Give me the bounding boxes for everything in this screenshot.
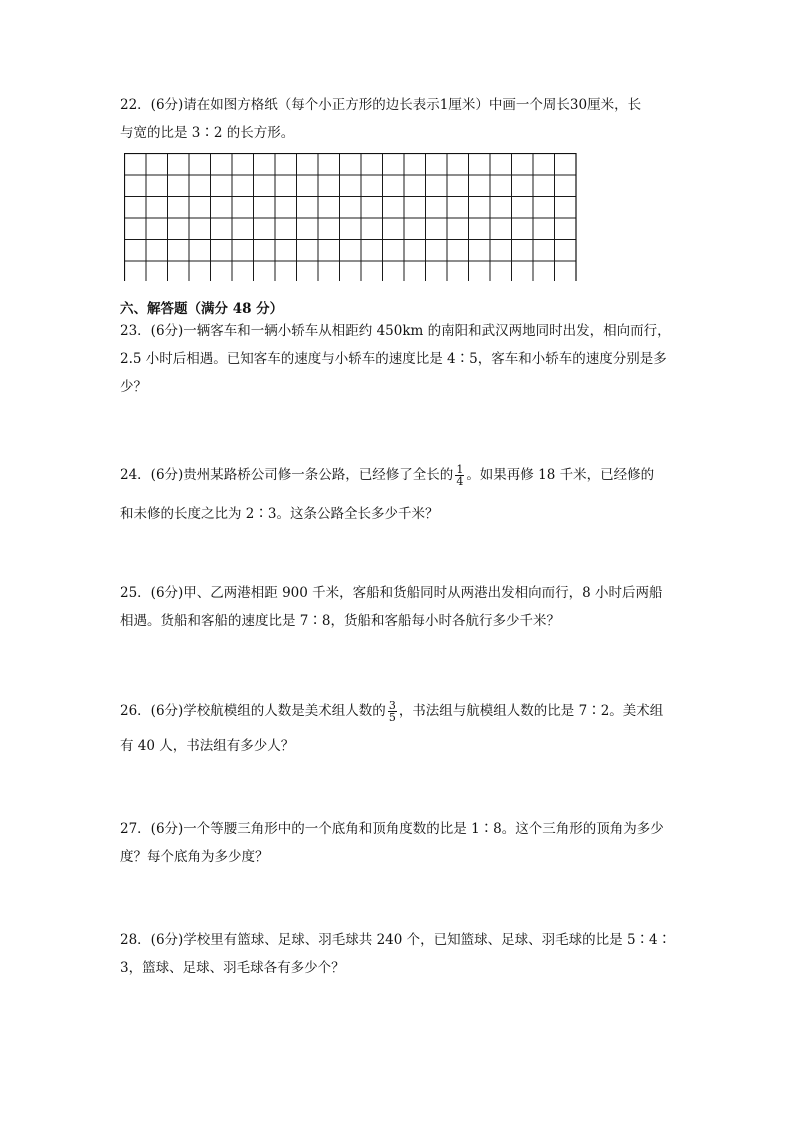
grid-cell[interactable] bbox=[469, 261, 491, 281]
grid-cell[interactable] bbox=[533, 240, 555, 262]
grid-cell[interactable] bbox=[232, 154, 254, 176]
grid-cell[interactable] bbox=[146, 197, 168, 219]
grid-cell[interactable] bbox=[168, 197, 190, 219]
grid-cell[interactable] bbox=[512, 175, 534, 197]
section-title: 六、解答题（满分 48 分） bbox=[120, 301, 284, 317]
grid-cell[interactable] bbox=[512, 154, 534, 176]
grid-cell[interactable] bbox=[361, 261, 383, 281]
question-22-line-1: 22．(6分)请在如图方格纸（每个小正方形的边长表示1厘米）中画一个周长30厘米，长 bbox=[120, 97, 642, 113]
grid-cell[interactable] bbox=[125, 175, 147, 197]
grid-cell[interactable] bbox=[297, 154, 319, 176]
grid-cell[interactable] bbox=[254, 197, 276, 219]
grid-cell[interactable] bbox=[297, 240, 319, 262]
grid-cell[interactable] bbox=[254, 261, 276, 281]
grid-cell[interactable] bbox=[189, 218, 211, 240]
grid-cell[interactable] bbox=[404, 218, 426, 240]
grid-cell[interactable] bbox=[404, 197, 426, 219]
grid-cell[interactable] bbox=[318, 154, 340, 176]
question-23-line-3: 少？ bbox=[120, 379, 147, 395]
grid-cell[interactable] bbox=[275, 218, 297, 240]
grid-cell[interactable] bbox=[232, 261, 254, 281]
grid-cell[interactable] bbox=[555, 175, 577, 197]
grid-cell[interactable] bbox=[340, 154, 362, 176]
grid-cell[interactable] bbox=[168, 154, 190, 176]
grid-cell[interactable] bbox=[447, 240, 469, 262]
fraction-numerator: 3 bbox=[388, 699, 396, 712]
grid-cell[interactable] bbox=[275, 175, 297, 197]
grid-cell[interactable] bbox=[125, 240, 147, 262]
grid-cell[interactable] bbox=[469, 175, 491, 197]
grid-cell[interactable] bbox=[490, 175, 512, 197]
question-28-line-1: 28．(6分)学校里有篮球、足球、羽毛球共 240 个，已知篮球、足球、羽毛球的比是 5∶4∶ bbox=[120, 932, 672, 948]
grid-cell[interactable] bbox=[318, 240, 340, 262]
grid-cell[interactable] bbox=[297, 197, 319, 219]
question-28-line-2: 3，篮球、足球、羽毛球各有多少个？ bbox=[120, 960, 345, 976]
grid-cell[interactable] bbox=[232, 218, 254, 240]
question-25-line-2: 相遇。货船和客船的速度比是 7∶8，货船和客船每小时各航行多少千米？ bbox=[120, 613, 560, 629]
question-23-line-1: 23．(6分)一辆客车和一辆小轿车从相距约 450km 的南阳和武汉两地同时出发，相向而行， bbox=[120, 323, 671, 339]
grid-cell[interactable] bbox=[340, 218, 362, 240]
grid-cell[interactable] bbox=[211, 154, 233, 176]
grid-cell[interactable] bbox=[447, 261, 469, 281]
grid-cell[interactable] bbox=[146, 218, 168, 240]
grid-cell[interactable] bbox=[533, 175, 555, 197]
question-24-line-1 bbox=[120, 461, 654, 489]
grid-cell[interactable] bbox=[146, 175, 168, 197]
grid-cell[interactable] bbox=[490, 154, 512, 176]
grid-cell[interactable] bbox=[512, 240, 534, 262]
question-25-line-1: 25．(6分)甲、乙两港相距 900 千米，客船和货船同时从两港出发相向而行，8 小时后两船 bbox=[120, 585, 663, 601]
grid-cell[interactable] bbox=[211, 218, 233, 240]
question-24-line-2: 和未修的长度之比为 2∶3。这条公路全长多少千米？ bbox=[120, 506, 439, 522]
grid-cell[interactable] bbox=[404, 261, 426, 281]
fraction-numerator: 1 bbox=[456, 463, 464, 476]
grid-cell[interactable] bbox=[189, 240, 211, 262]
grid-cell[interactable] bbox=[361, 197, 383, 219]
grid-cell[interactable] bbox=[189, 175, 211, 197]
grid-cell[interactable] bbox=[275, 240, 297, 262]
grid-cell[interactable] bbox=[232, 240, 254, 262]
grid-cell[interactable] bbox=[361, 175, 383, 197]
grid-cell[interactable] bbox=[254, 154, 276, 176]
grid-cell[interactable] bbox=[383, 240, 405, 262]
grid-cell[interactable] bbox=[275, 197, 297, 219]
grid-cell[interactable] bbox=[426, 218, 448, 240]
grid-cell[interactable] bbox=[318, 197, 340, 219]
grid-cell[interactable] bbox=[232, 175, 254, 197]
grid-cell[interactable] bbox=[555, 240, 577, 262]
question-26-line-1 bbox=[120, 697, 663, 725]
grid-cell[interactable] bbox=[469, 218, 491, 240]
grid-cell[interactable] bbox=[168, 175, 190, 197]
grid-cell[interactable] bbox=[146, 261, 168, 281]
grid-cell[interactable] bbox=[383, 175, 405, 197]
grid-cell[interactable] bbox=[533, 261, 555, 281]
grid-cell[interactable] bbox=[555, 154, 577, 176]
question-24-text-b: 。如果再修 18 千米，已经修的 bbox=[466, 467, 655, 483]
question-23-line-2: 2.5 小时后相遇。已知客车的速度与小轿车的速度比是 4∶5，客车和小轿车的速度分别是多 bbox=[120, 351, 667, 367]
grid-cell[interactable] bbox=[426, 261, 448, 281]
grid-cell[interactable] bbox=[340, 197, 362, 219]
grid-cell[interactable] bbox=[340, 240, 362, 262]
fraction-denominator: 5 bbox=[388, 711, 396, 724]
grid-cell[interactable] bbox=[404, 154, 426, 176]
grid-cell[interactable] bbox=[490, 197, 512, 219]
grid-cell[interactable] bbox=[447, 218, 469, 240]
grid-cell[interactable] bbox=[189, 197, 211, 219]
grid-cell[interactable] bbox=[383, 154, 405, 176]
grid-cell[interactable] bbox=[297, 261, 319, 281]
grid-cell[interactable] bbox=[168, 218, 190, 240]
grid-cell[interactable] bbox=[447, 197, 469, 219]
grid-cell[interactable] bbox=[555, 197, 577, 219]
grid-cell[interactable] bbox=[254, 175, 276, 197]
grid-cell[interactable] bbox=[189, 261, 211, 281]
grid-cell[interactable] bbox=[361, 218, 383, 240]
grid-cell[interactable] bbox=[426, 240, 448, 262]
grid-cell[interactable] bbox=[275, 154, 297, 176]
grid-cell[interactable] bbox=[469, 154, 491, 176]
grid-cell[interactable] bbox=[318, 175, 340, 197]
grid-cell[interactable] bbox=[254, 218, 276, 240]
grid-cell[interactable] bbox=[125, 218, 147, 240]
fraction-denominator: 4 bbox=[456, 475, 464, 488]
grid-cell[interactable] bbox=[189, 154, 211, 176]
grid-cell[interactable] bbox=[533, 154, 555, 176]
grid-cell[interactable] bbox=[533, 197, 555, 219]
question-24-text-a: 24．(6分)贵州某路桥公司修一条公路，已经修了全长的 bbox=[120, 467, 454, 483]
grid-cell[interactable] bbox=[383, 261, 405, 281]
grid-cell[interactable] bbox=[469, 197, 491, 219]
grid-cell[interactable] bbox=[297, 175, 319, 197]
grid-cell[interactable] bbox=[512, 197, 534, 219]
grid-cell[interactable] bbox=[426, 175, 448, 197]
grid-cell[interactable] bbox=[490, 261, 512, 281]
question-26-text-b: ，书法组与航模组人数的比是 7∶2。美术组 bbox=[398, 703, 664, 719]
grid-cell[interactable] bbox=[469, 240, 491, 262]
grid-cell[interactable] bbox=[404, 240, 426, 262]
grid-cell[interactable] bbox=[404, 175, 426, 197]
grid-cell[interactable] bbox=[125, 154, 147, 176]
grid-cell[interactable] bbox=[555, 218, 577, 240]
grid-cell[interactable] bbox=[340, 175, 362, 197]
grid-cell[interactable] bbox=[361, 154, 383, 176]
grid-cell[interactable] bbox=[168, 261, 190, 281]
grid-cell[interactable] bbox=[512, 261, 534, 281]
grid-cell[interactable] bbox=[426, 197, 448, 219]
grid-cell[interactable] bbox=[211, 175, 233, 197]
question-27-line-2: 度？每个底角为多少度？ bbox=[120, 849, 269, 865]
grid-cell[interactable] bbox=[211, 197, 233, 219]
grid-cell[interactable] bbox=[383, 218, 405, 240]
fraction-one-quarter bbox=[455, 464, 464, 487]
fraction-three-fifths bbox=[388, 700, 397, 723]
grid-paper[interactable] bbox=[124, 153, 578, 281]
grid-cell[interactable] bbox=[361, 240, 383, 262]
grid-cell[interactable] bbox=[168, 240, 190, 262]
grid-cell[interactable] bbox=[383, 197, 405, 219]
grid-cell[interactable] bbox=[275, 261, 297, 281]
grid-cell[interactable] bbox=[447, 175, 469, 197]
grid-cell[interactable] bbox=[426, 154, 448, 176]
grid-cell[interactable] bbox=[232, 197, 254, 219]
grid-cell[interactable] bbox=[211, 240, 233, 262]
question-26-text-a: 26．(6分)学校航模组的人数是美术组人数的 bbox=[120, 703, 386, 719]
grid-cell[interactable] bbox=[146, 240, 168, 262]
grid-cell[interactable] bbox=[318, 218, 340, 240]
grid-cell[interactable] bbox=[125, 197, 147, 219]
question-26-line-2: 有 40 人，书法组有多少人？ bbox=[120, 738, 295, 754]
grid-cell[interactable] bbox=[447, 154, 469, 176]
grid-cell[interactable] bbox=[125, 261, 147, 281]
question-27-line-1: 27．(6分)一个等腰三角形中的一个底角和顶角度数的比是 1∶8。这个三角形的顶角为多少 bbox=[120, 821, 664, 837]
grid-cell[interactable] bbox=[533, 218, 555, 240]
grid-cell[interactable] bbox=[555, 261, 577, 281]
grid-cell[interactable] bbox=[211, 261, 233, 281]
grid-cell[interactable] bbox=[490, 240, 512, 262]
grid-cell[interactable] bbox=[297, 218, 319, 240]
grid-cell[interactable] bbox=[490, 218, 512, 240]
grid-cell[interactable] bbox=[340, 261, 362, 281]
grid-cell[interactable] bbox=[146, 154, 168, 176]
grid-cell[interactable] bbox=[254, 240, 276, 262]
grid-cell[interactable] bbox=[512, 218, 534, 240]
question-22-line-2: 与宽的比是 3∶2 的长方形。 bbox=[120, 125, 295, 141]
grid-cell[interactable] bbox=[318, 261, 340, 281]
